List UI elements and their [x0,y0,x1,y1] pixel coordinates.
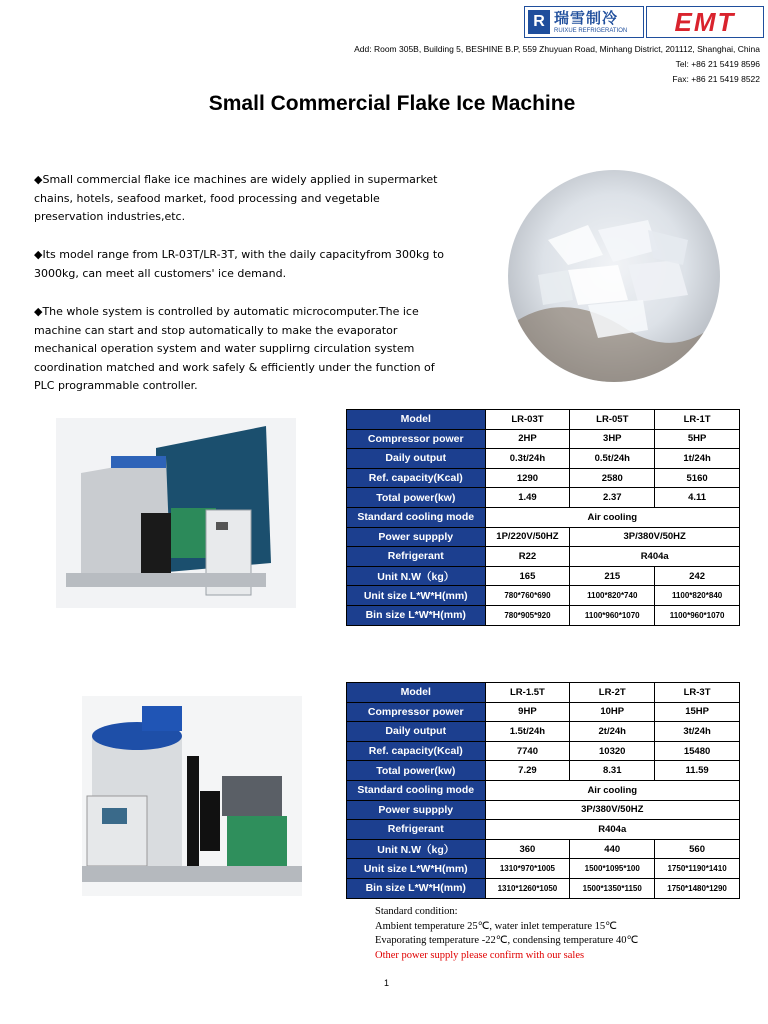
table-cell: 7.29 [485,761,570,781]
table-cell: 780*760*690 [485,586,570,606]
ruixue-logo-cn: 瑞雪制冷 [554,9,619,27]
table-cell: 0.3t/24h [485,449,570,469]
row-label: Bin size L*W*H(mm) [347,605,486,625]
row-label: Unit size L*W*H(mm) [347,586,486,606]
power-supply-note: Other power supply please confirm with our sales [375,949,585,961]
table-cell: 1100*820*740 [570,586,655,606]
table-cell: 2t/24h [570,722,655,742]
table-cell: 1750*1190*1410 [655,859,740,879]
spec-table-small-models [346,409,740,626]
table-cell: 1100*820*840 [655,586,740,606]
flake-ice-photo [508,170,720,382]
table-row [347,683,740,703]
row-label: Refrigerant [347,547,486,567]
table-cell: 5HP [655,429,740,449]
intro-paragraph-1: ◆Small commercial flake ice machines are widely applied in supermarket chains, hotels, seafood market, food processing and vegetable preservation industries,etc. [34,173,438,223]
table-cell: 1310*970*1005 [485,859,570,879]
machine-photo-large [82,696,302,896]
company-tel: Tel: +86 21 5419 8596 [675,59,760,69]
table-cell: 15480 [655,741,740,761]
standard-condition-note [375,905,638,963]
table-row [347,507,740,527]
table-cell: 1500*1350*1150 [570,878,655,898]
table-cell: 1.49 [485,488,570,508]
table-row [347,527,740,547]
row-label: Ref. capacity(Kcal) [347,468,486,488]
ruixue-logo-en: RUIXUE REFRIGERATION [554,27,628,34]
table-cell: LR-3T [655,683,740,703]
ruixue-logo-mark: R [528,10,550,34]
table-cell: LR-1T [655,410,740,430]
table-cell: 242 [655,566,740,586]
table-cell: LR-03T [485,410,570,430]
company-fax: Fax: +86 21 5419 8522 [672,74,760,84]
row-label: Total power(kw) [347,761,486,781]
table-cell: 215 [570,566,655,586]
table-cell: 10320 [570,741,655,761]
table-cell: 9HP [485,702,570,722]
table-cell: 1290 [485,468,570,488]
table-cell: 1.5t/24h [485,722,570,742]
table-cell: 1310*1260*1050 [485,878,570,898]
table-cell: 10HP [570,702,655,722]
table-cell: 11.59 [655,761,740,781]
table-row [347,780,740,800]
row-label: Total power(kw) [347,488,486,508]
table-cell: 15HP [655,702,740,722]
table-cell: 165 [485,566,570,586]
table-row [347,761,740,781]
row-label: Standard cooling mode [347,780,486,800]
page-title: Small Commercial Flake Ice Machine [208,92,576,115]
row-label: Bin size L*W*H(mm) [347,878,486,898]
table-cell: 1P/220V/50HZ [485,527,570,547]
table-row [347,449,740,469]
row-label: Unit size L*W*H(mm) [347,859,486,879]
table-row [347,605,740,625]
table-row [347,859,740,879]
table-row [347,839,740,859]
table-cell: 5160 [655,468,740,488]
table-row [347,702,740,722]
table-cell: Air cooling [485,507,739,527]
table-cell: 1t/24h [655,449,740,469]
row-label: Power suppply [347,800,486,820]
ruixue-logo [524,6,644,38]
intro-paragraph-3: ◆The whole system is controlled by automatic microcomputer.The ice machine can start and stop automatically to make the evaporator mechanical operation system and water supplirng circulation system coordination matched and work safely & efficiently under the function of PLC programmable controller. [34,305,435,392]
table-cell: Air cooling [485,780,739,800]
row-label: Daily output [347,722,486,742]
table-cell: 8.31 [570,761,655,781]
table-cell: LR-1.5T [485,683,570,703]
table-row [347,468,740,488]
table-cell: 1750*1480*1290 [655,878,740,898]
row-label: Power suppply [347,527,486,547]
standard-condition-line-2: Evaporating temperature -22℃, condensing temperature 40℃ [375,935,639,946]
table-row [347,410,740,430]
table-row [347,488,740,508]
table-row [347,547,740,567]
table-cell: 3HP [570,429,655,449]
page-number: 1 [384,978,390,988]
table-cell: LR-2T [570,683,655,703]
table-row [347,820,740,840]
row-label: Standard cooling mode [347,507,486,527]
company-address: Add: Room 305B, Building 5, BESHINE B.P, 559 Zhuyuan Road, Minhang District, 201112, Shanghai, China [354,44,760,54]
spec-table-large-models [346,682,740,899]
table-cell: 2.37 [570,488,655,508]
table-cell: R22 [485,547,570,567]
table-cell: 1100*960*1070 [570,605,655,625]
table-cell: 0.5t/24h [570,449,655,469]
table-cell: R404a [570,547,740,567]
table-cell: 360 [485,839,570,859]
row-label: Compressor power [347,429,486,449]
table-row [347,586,740,606]
table-cell: 2580 [570,468,655,488]
row-label: Unit N.W（kg） [347,566,486,586]
table-cell: 4.11 [655,488,740,508]
table-cell: 1100*960*1070 [655,605,740,625]
row-label: Daily output [347,449,486,469]
row-label: Refrigerant [347,820,486,840]
standard-condition-line-1: Ambient temperature 25℃, water inlet temperature 15℃ [375,920,617,932]
table-cell: LR-05T [570,410,655,430]
table-row [347,741,740,761]
table-cell: 440 [570,839,655,859]
table-cell: 3t/24h [655,722,740,742]
table-row [347,800,740,820]
table-cell: 1500*1095*100 [570,859,655,879]
table-row [347,878,740,898]
table-cell: 2HP [485,429,570,449]
row-label: Ref. capacity(Kcal) [347,741,486,761]
row-label: Compressor power [347,702,486,722]
table-row [347,566,740,586]
standard-condition-heading: Standard condition: [375,906,458,917]
table-row [347,722,740,742]
row-label: Model [347,683,486,703]
table-cell: 3P/380V/50HZ [485,800,739,820]
row-label: Unit N.W（kg） [347,839,486,859]
table-cell: R404a [485,820,739,840]
emt-logo [646,6,764,38]
table-cell: 7740 [485,741,570,761]
row-label: Model [347,410,486,430]
table-row [347,429,740,449]
table-cell: 3P/380V/50HZ [570,527,740,547]
emt-logo-text: EMT [674,6,736,37]
table-cell: 780*905*920 [485,605,570,625]
machine-photo-small [56,418,296,608]
intro-paragraph-2: ◆Its model range from LR-03T/LR-3T, with the daily capacityfrom 300kg to 3000kg, can meet all customers' ice demand. [34,248,444,280]
table-cell: 560 [655,839,740,859]
